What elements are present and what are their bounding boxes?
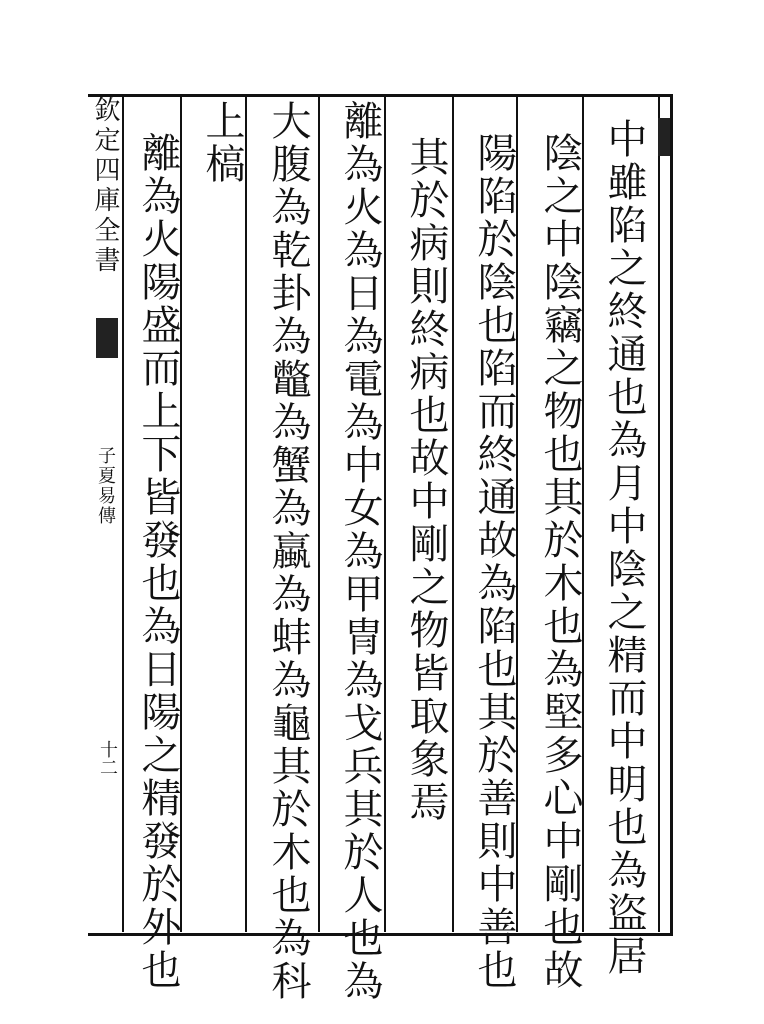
text-column-5: 離為火為日為電為中女為甲冑為戈兵其於人也為 xyxy=(337,100,383,1003)
text-column-3: 陽陷於陰也陷而終通故為陷也其於善則中善也 xyxy=(471,132,517,992)
text-column-1: 中雖陷之終通也為月中陰之精而中明也為盜居 xyxy=(601,118,647,978)
text-column-7: 上槁 xyxy=(199,100,245,186)
book-title: 欽定四庫全書 xyxy=(90,96,120,276)
text-column-4: 其於病則終病也故中剛之物皆取象焉 xyxy=(403,136,449,824)
fishtail-mark xyxy=(96,318,118,358)
page-number: 十二 xyxy=(97,740,118,776)
edge-mark xyxy=(658,118,670,156)
text-column-2: 陰之中陰竊之物也其於木也為堅多心中剛也故 xyxy=(537,132,583,992)
page-edge xyxy=(658,94,674,932)
column-divider xyxy=(245,94,247,932)
chapter-title: 子夏易傳 xyxy=(95,446,116,526)
text-column-8: 離為火陽盛而上下皆發也為日陽之精發於外也 xyxy=(135,132,181,992)
text-column-6: 大腹為乾卦為鼈為蟹為蠃為蚌為龜其於木也為科 xyxy=(265,100,311,1003)
